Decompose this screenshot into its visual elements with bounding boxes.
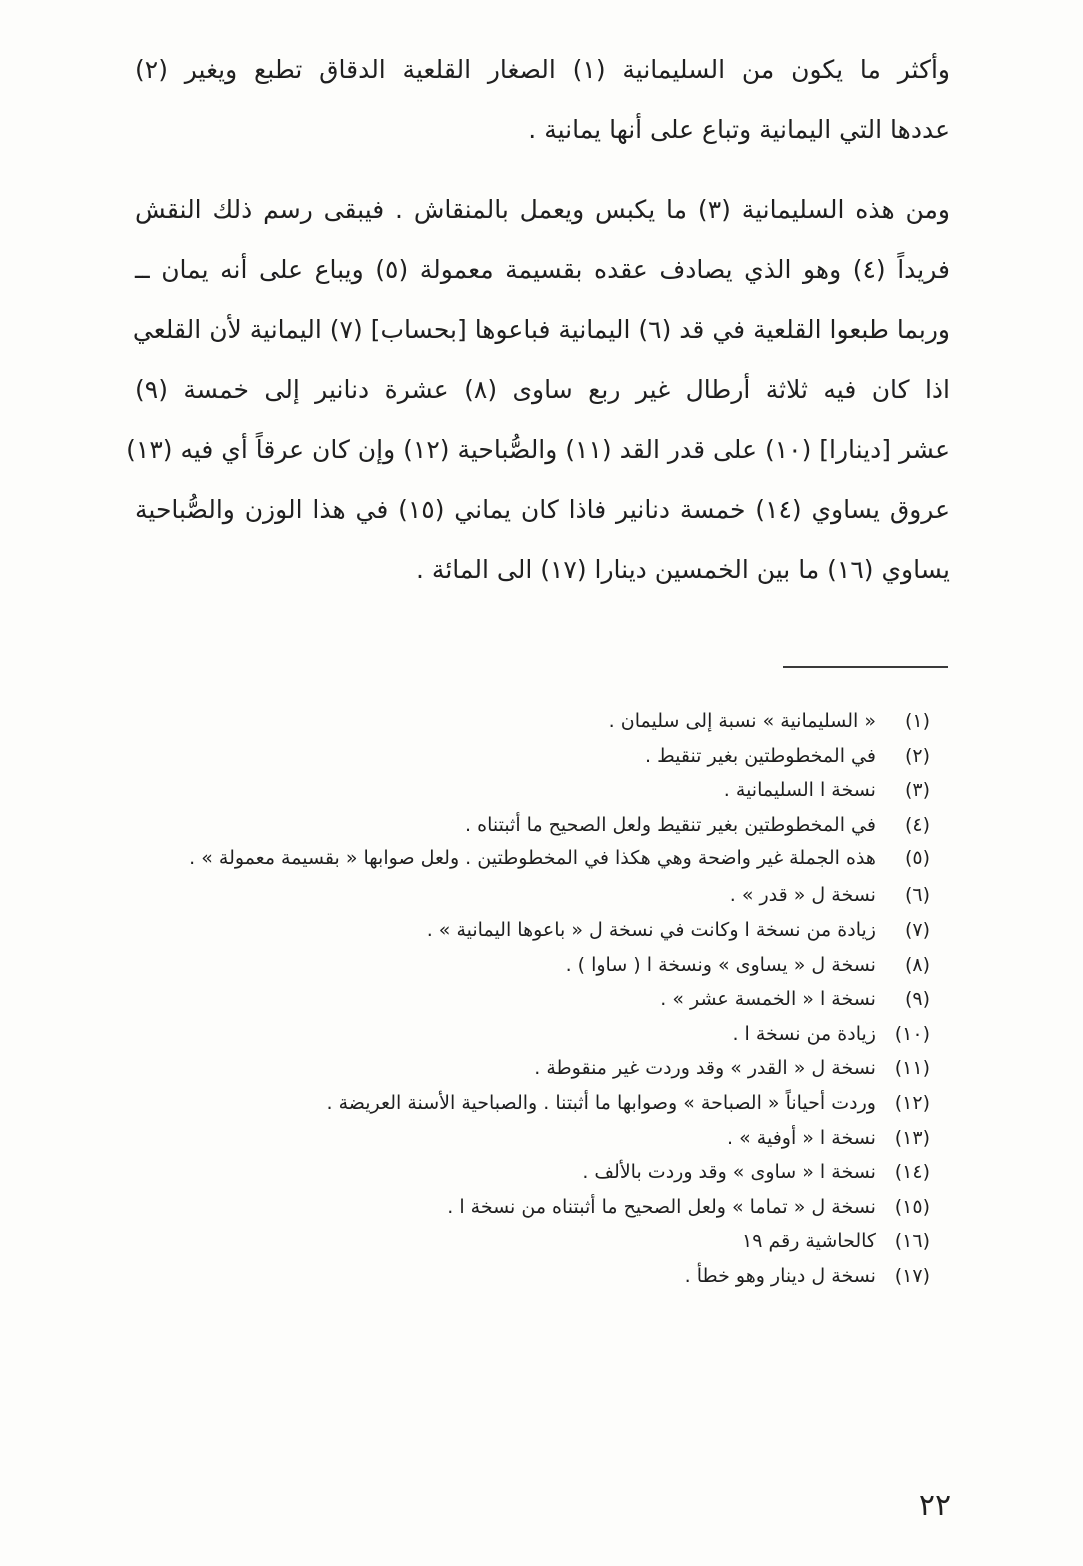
footnote-text: في المخطوطتين بغير تنقيط . xyxy=(644,744,876,767)
footnote-text: نسخة ل « تماما » ولعل الصحيح ما أثبتناه من نسخة ا . xyxy=(447,1195,876,1218)
text-line: فريداً (٤) وهو الذي يصادف عقده بقسيمة معمولة (٥) ويباع على أنه يمان ــ xyxy=(135,255,950,284)
footnote-number: (١١) xyxy=(894,1057,930,1080)
footnote-number: (١٧) xyxy=(894,1264,930,1287)
footnote-5 xyxy=(135,842,930,878)
footnote-number: (٣) xyxy=(904,779,930,802)
text-line: ومن هذه السليمانية (٣) ما يكبس ويعمل بالمنقاش . فيبقى رسم ذلك النقش xyxy=(135,195,951,224)
footnote-text: نسخة ل دينار وهو خطأ . xyxy=(684,1264,876,1287)
footnote-number: (٦) xyxy=(904,884,930,907)
footnote-text: « السليمانية » نسبة إلى سليمان . xyxy=(608,710,876,732)
footnote-9 xyxy=(135,982,930,1017)
footnote-number: (١٣) xyxy=(894,1126,930,1149)
footnote-text: هذه الجملة غير واضحة وهي هكذا في المخطوطتين . ولعل صوابها « بقسيمة معمولة » . xyxy=(189,847,876,870)
footnote-number: (٤) xyxy=(904,813,930,836)
footnote-8 xyxy=(135,948,930,983)
footnote-14 xyxy=(135,1155,930,1190)
footnote-13 xyxy=(135,1121,930,1156)
footnote-15 xyxy=(135,1190,930,1225)
footnote-number: (٥) xyxy=(904,847,930,870)
footnote-3 xyxy=(135,773,930,808)
footnote-text: نسخة ل « يساوى » ونسخة ا ( ساوا ) . xyxy=(565,953,876,976)
footnote-text: نسخة ل « قدر » . xyxy=(729,884,876,907)
footnote-12 xyxy=(135,1086,930,1121)
footnote-1 xyxy=(135,704,930,739)
footnote-number: (٢) xyxy=(904,744,930,767)
footnote-text: زيادة من نسخة ا . xyxy=(732,1022,876,1045)
footnote-separator xyxy=(783,666,948,668)
footnote-number: (٧) xyxy=(904,918,930,941)
text-line: عددها التي اليمانية وتباع على أنها يمانية . xyxy=(528,115,950,144)
footnote-text: زيادة من نسخة ا وكانت في نسخة ل « باعوها اليمانية » . xyxy=(426,918,876,941)
footnote-10 xyxy=(135,1017,930,1052)
footnote-16 xyxy=(135,1224,930,1259)
footnote-text: نسخة ا « الخمسة عشر » . xyxy=(660,988,876,1011)
footnote-6 xyxy=(135,878,930,913)
paragraph-2 xyxy=(126,180,951,600)
footnote-number: (١٢) xyxy=(894,1091,930,1114)
text-line: وربما طبعوا القلعية في قد (٦) اليمانية فباعوها [بحساب] (٧) اليمانية لأن القلعي xyxy=(132,315,950,344)
footnote-text: كالحاشية رقم ١٩ xyxy=(742,1230,876,1253)
footnote-text: في المخطوطتين بغير تنقيط ولعل الصحيح ما أثبتناه . xyxy=(465,813,876,836)
page-number: ٢٢ xyxy=(918,1488,952,1523)
text-line: عشر [دينارا] (١٠) على قدر القد (١١) والصُّباحية (١٢) وإن كان عرقاً أي فيه (١٣) xyxy=(126,435,950,464)
text-line: عروق يساوي (١٤) خمسة دنانير فاذا كان يماني (١٥) في هذا الوزن والصُّباحية xyxy=(135,495,950,524)
footnote-number: (١٠) xyxy=(894,1022,930,1045)
main-text xyxy=(126,40,951,600)
footnote-text: نسخة ل « القدر » وقد وردت غير منقوطة . xyxy=(534,1057,876,1080)
footnote-number: (١٥) xyxy=(894,1195,930,1218)
footnote-text: نسخة ا « ساوى » وقد وردت بالألف . xyxy=(582,1161,876,1184)
text-line: وأكثر ما يكون من السليمانية (١) الصغار القلعية الدقاق تطبع ويغير (٢) xyxy=(135,55,950,84)
footnote-7 xyxy=(135,913,930,948)
footnote-2 xyxy=(135,739,930,774)
footnote-number: (١٤) xyxy=(894,1161,930,1184)
footnote-number: (٩) xyxy=(904,988,930,1011)
footnote-text: نسخة ا « أوفية » . xyxy=(727,1126,876,1149)
footnote-4 xyxy=(135,808,930,843)
footnote-11 xyxy=(135,1051,930,1086)
footnote-text: نسخة ا السليمانية . xyxy=(723,779,876,802)
paragraph-1 xyxy=(135,40,950,160)
footnote-number: (١) xyxy=(904,710,930,732)
footnotes xyxy=(135,704,930,1294)
footnote-number: (١٦) xyxy=(894,1230,930,1253)
footnote-number: (٨) xyxy=(904,953,930,976)
text-line: يساوي (١٦) ما بين الخمسين دينارا (١٧) الى المائة . xyxy=(416,555,950,584)
footnote-17 xyxy=(135,1259,930,1294)
text-line: اذا كان فيه ثلاثة أرطال غير ربع ساوى (٨) عشرة دنانير إلى خمسة (٩) xyxy=(135,375,951,404)
footnote-text: وردت أحياناً « الصباحة » وصوابها ما أثبتنا . والصباحية الأسنة العريضة . xyxy=(326,1091,876,1114)
